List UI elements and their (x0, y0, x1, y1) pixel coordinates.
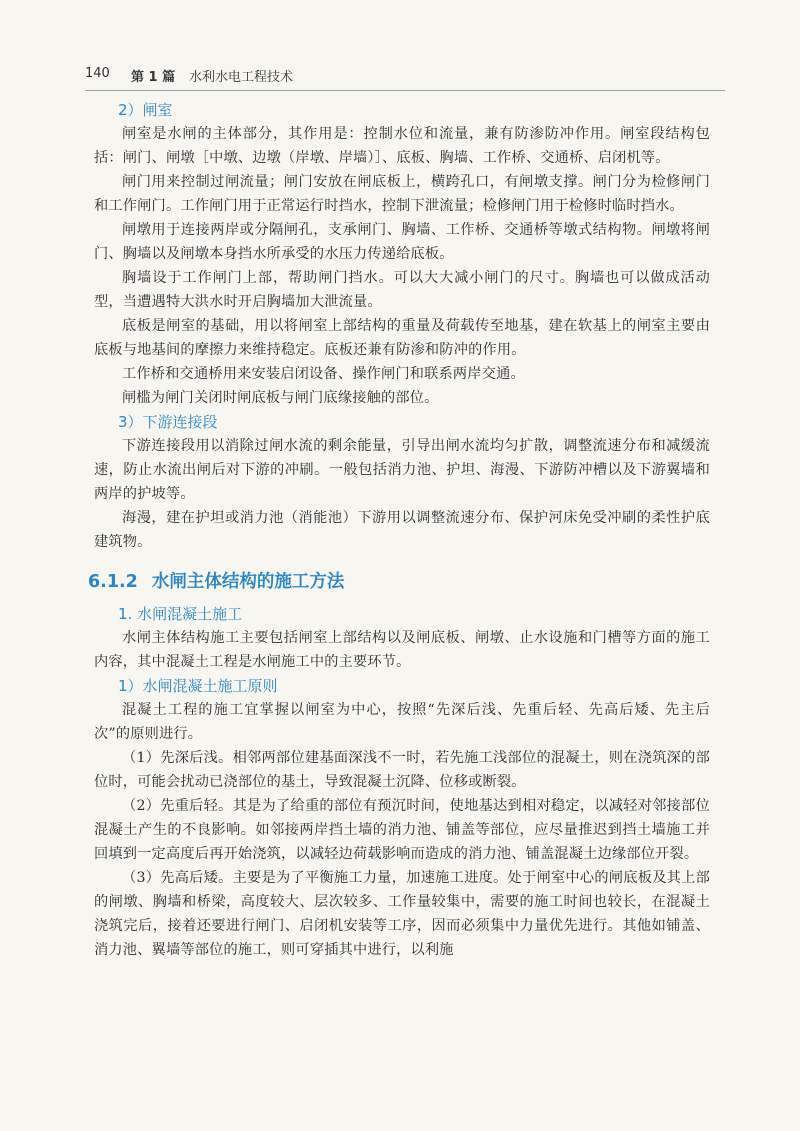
paragraph: 闸槛为闸门关闭时闸底板与闸门底缘接触的部位。 (122, 390, 439, 406)
page-header (85, 64, 725, 86)
paragraph: 闸门用来控制过闸流量；闸门安放在闸底板上，横跨孔口，有闸墩支撑。闸门分为检修闸门和工作闸门。工作闸门用于正常运行时挡水，控制下泄流量；检修闸门用于检修时临时挡水。 (94, 174, 710, 214)
paragraph: 水闸主体结构施工主要包括闸室上部结构以及闸底板、闸墩、止水设施和门槽等方面的施工内容，其中混凝土工程是水闸施工中的主要环节。 (94, 630, 710, 670)
subheading: 2）闸室 (118, 101, 173, 119)
page-body (88, 98, 710, 962)
paragraph: 闸室是水闸的主体部分，其作用是：控制水位和流量，兼有防渗防冲作用。闸室段结构包括：闸门、闸墩［中墩、边墩（岸墩、岸墙）］、底板、胸墙、工作桥、交通桥、启闭机等。 (94, 126, 710, 166)
paragraph: 底板是闸室的基础，用以将闸室上部结构的重量及荷载传至地基，建在软基上的闸室主要由底板与地基间的摩擦力来维持稳定。底板还兼有防渗和防冲的作用。 (94, 318, 710, 358)
paragraph: 混凝土工程的施工宜掌握以闸室为中心，按照“先深后浅、先重后轻、先高后矮、先主后次”的原则进行。 (94, 702, 710, 742)
subheading: 3）下游连接段 (118, 413, 218, 431)
paragraph: 闸墩用于连接两岸或分隔闸孔，支承闸门、胸墙、工作桥、交通桥等墩式结构物。闸墩将闸门、胸墙以及闸墩本身挡水所承受的水压力传递给底板。 (94, 222, 710, 262)
paragraph: （2）先重后轻。其是为了给重的部位有预沉时间，使地基达到相对稳定，以减轻对邻接部位混凝土产生的不良影响。如邻接两岸挡土墙的消力池、铺盖等部位，应尽量推迟到挡土墙施工并回填到一定高度后再开始浇筑，以减轻边荷载影响而造成的消力池、铺盖混凝土边缘部位开裂。 (94, 798, 710, 862)
part-label: 第 1 篇 (131, 70, 176, 85)
section-heading (88, 568, 710, 596)
page-number: 140 (85, 66, 110, 81)
header-divider (85, 90, 725, 91)
subheading: 1. 水闸混凝土施工 (118, 605, 243, 623)
paragraph: 海漫，建在护坦或消力池（消能池）下游用以调整流速分布、保护河床免受冲刷的柔性护底建筑物。 (94, 510, 710, 550)
paragraph: （3）先高后矮。主要是为了平衡施工力量，加速施工进度。处于闸室中心的闸底板及其上部的闸墩、胸墙和桥梁，高度较大、层次较多、工作量较集中，需要的施工时间也较长，在混凝土浇筑完后，接着还要进行闸门、启闭机安装等工序，因而必须集中力量优先进行。其他如铺盖、消力池、翼墙等部位的施工，则可穿插其中进行，以利施 (94, 870, 710, 958)
paragraph: （1）先深后浅。相邻两部位建基面深浅不一时，若先施工浅部位的混凝土，则在浇筑深的部位时，可能会扰动已浇部位的基土，导致混凝土沉降、位移或断裂。 (94, 750, 710, 790)
section-number: 6.1.2 (88, 572, 138, 592)
paragraph: 胸墙设于工作闸门上部，帮助闸门挡水。可以大大减小闸门的尺寸。胸墙也可以做成活动型，当遭遇特大洪水时开启胸墙加大泄流量。 (94, 270, 710, 310)
subheading: 1）水闸混凝土施工原则 (118, 677, 278, 695)
part-title: 水利水电工程技术 (189, 70, 294, 85)
paragraph: 下游连接段用以消除过闸水流的剩余能量，引导出闸水流均匀扩散，调整流速分布和减缓流速，防止水流出闸后对下游的冲刷。一般包括消力池、护坦、海漫、下游防冲槽以及下游翼墙和两岸的护坡等。 (94, 438, 710, 502)
paragraph: 工作桥和交通桥用来安装启闭设备、操作闸门和联系两岸交通。 (122, 366, 525, 382)
section-title: 水闸主体结构的施工方法 (151, 572, 345, 592)
